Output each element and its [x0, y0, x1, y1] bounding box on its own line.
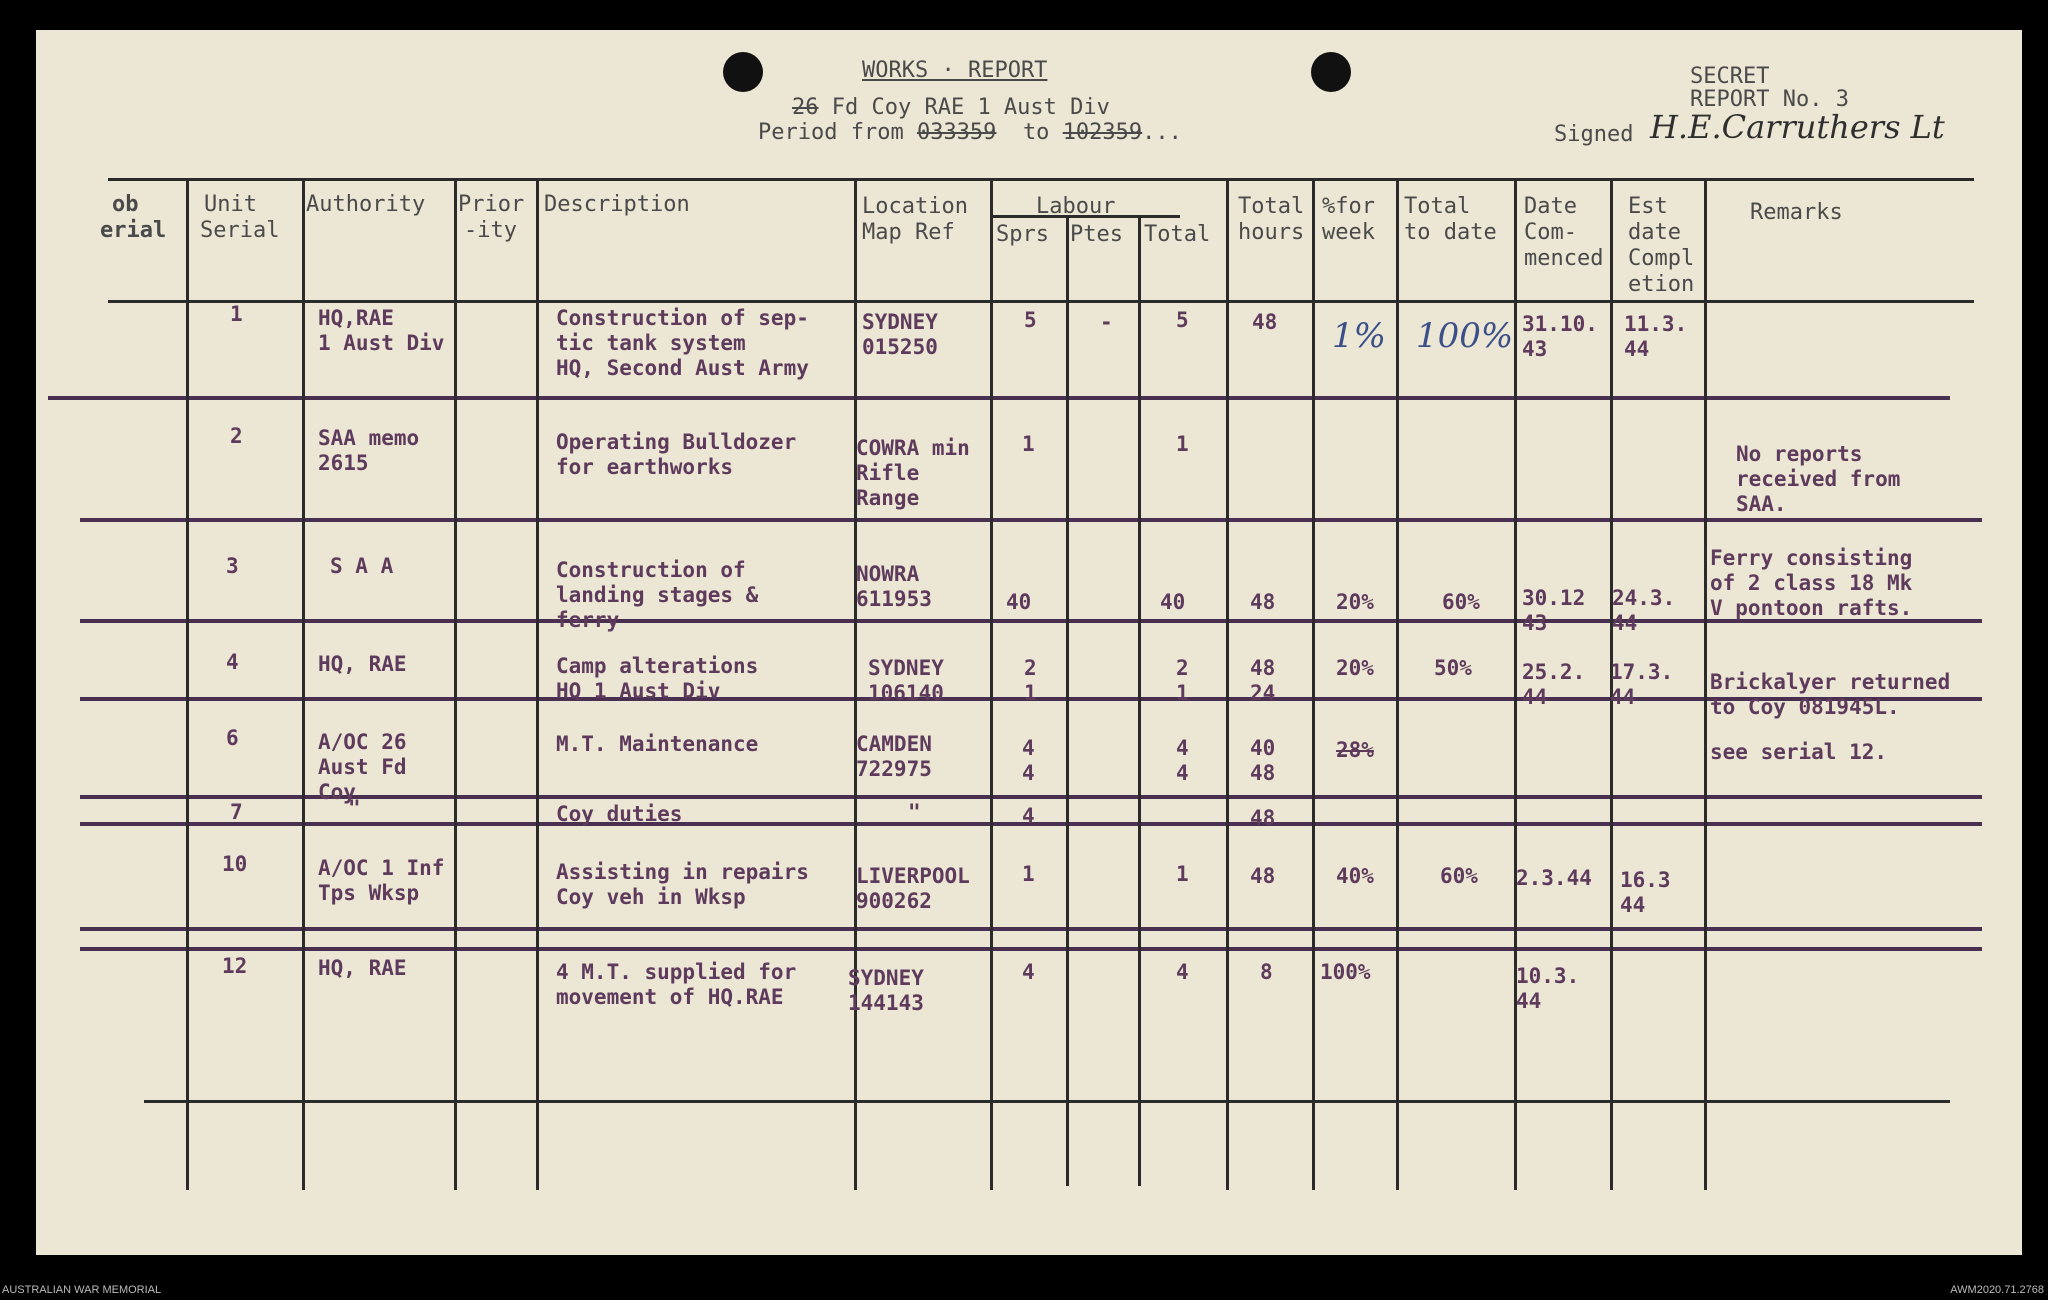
row5-remarks: see serial 12.	[1710, 740, 1888, 764]
signature: H.E.Carruthers Lt	[1650, 108, 1945, 146]
col-date-comm-1: Date	[1524, 194, 1577, 219]
row4-pct-week: 20%	[1336, 656, 1374, 680]
row8-pct-week: 100%	[1320, 960, 1371, 984]
row5-description: M.T. Maintenance	[556, 732, 759, 756]
row-line-7	[80, 927, 1982, 931]
col-line-12	[1514, 180, 1517, 1190]
row-line-8	[80, 947, 1982, 951]
col-line-11	[1396, 180, 1399, 1190]
row-line-2	[80, 518, 1982, 522]
report-period	[758, 120, 1182, 146]
row1-hours: 48	[1252, 310, 1278, 334]
row8-hours: 8	[1260, 960, 1273, 984]
row8-authority: HQ, RAE	[318, 956, 407, 980]
row2-location: COWRA min Rifle Range	[856, 436, 970, 511]
col-line-5	[854, 180, 857, 1190]
col-labour-total: Total	[1144, 222, 1211, 247]
row2-total: 1	[1176, 432, 1189, 456]
archive-credit: AUSTRALIAN WAR MEMORIAL	[2, 1284, 162, 1296]
col-unit-serial-1: Unit	[204, 192, 257, 217]
row3-pct-week: 20%	[1336, 590, 1374, 614]
row1-completion: 11.3. 44	[1624, 312, 1688, 362]
row4-total-to-date: 50%	[1434, 656, 1472, 680]
row4-authority: HQ, RAE	[318, 652, 407, 676]
col-job-serial-1: ob	[112, 192, 139, 217]
row4-sprs: 2 1	[1024, 656, 1037, 706]
row4-hours: 48 24	[1250, 656, 1276, 706]
row8-commenced: 10.3. 44	[1516, 964, 1580, 1014]
row3-description: Construction of landing stages & ferry	[556, 558, 759, 633]
col-sprs: Sprs	[996, 222, 1049, 247]
row5-total: 4 4	[1176, 736, 1189, 786]
col-job-serial-2: erial	[100, 218, 167, 243]
row8-total: 4	[1176, 960, 1189, 984]
col-line-8	[1138, 216, 1141, 1186]
row2-serial: 2	[230, 424, 243, 448]
row6-hours: 48	[1250, 806, 1276, 830]
row7-serial: 10	[222, 852, 248, 876]
row6-serial: 7	[230, 800, 243, 824]
col-total-date-2: to date	[1404, 220, 1497, 245]
col-location-2: Map Ref	[862, 220, 955, 245]
row1-total: 5	[1176, 308, 1189, 332]
col-priority-2: -ity	[464, 218, 517, 243]
row5-hours: 40 48	[1250, 736, 1276, 786]
row6-location: "	[908, 800, 921, 824]
row6-description: Coy duties	[556, 802, 683, 826]
row7-authority: A/OC 1 Inf Tps Wksp	[318, 856, 445, 906]
signed-label: Signed	[1554, 122, 1634, 147]
row8-location: SYDNEY 144143	[848, 966, 924, 1016]
document-sheet	[36, 30, 2022, 1255]
col-total-hours-2: hours	[1238, 220, 1305, 245]
col-line-4	[536, 180, 539, 1190]
row3-remarks: Ferry consisting of 2 class 18 Mk V pontoon rafts.	[1710, 546, 1913, 621]
row8-sprs: 4	[1022, 960, 1035, 984]
col-line-9	[1226, 180, 1229, 1190]
row3-hours: 48	[1250, 590, 1276, 614]
col-est-1: Est	[1628, 194, 1668, 219]
header-bottom-border	[108, 300, 1974, 303]
row3-location: NOWRA 611953	[856, 562, 932, 612]
col-line-3	[454, 180, 457, 1190]
table-bottom-border	[144, 1100, 1950, 1103]
row4-remarks: Brickalyer returned to Coy 081945L.	[1710, 670, 1951, 720]
row7-completion: 16.3 44	[1620, 868, 1671, 918]
col-priority-1: Prior	[458, 192, 525, 217]
col-description: Description	[544, 192, 690, 217]
col-pct-week-2: week	[1322, 220, 1375, 245]
row5-authority: A/OC 26 Aust Fd Coy	[318, 730, 407, 805]
report-unit	[792, 95, 1110, 121]
row7-total: 1	[1176, 862, 1189, 886]
row2-remarks: No reports received from SAA.	[1736, 442, 1901, 517]
row4-total: 2 1	[1176, 656, 1189, 706]
row7-hours: 48	[1250, 864, 1276, 888]
col-line-2	[302, 180, 305, 1190]
col-total-hours-1: Total	[1238, 194, 1305, 219]
period-tail: ...	[1142, 120, 1182, 145]
row5-serial: 6	[226, 726, 239, 750]
row1-location: SYDNEY 015250	[862, 310, 938, 360]
row1-total-to-date: 100%	[1416, 316, 1514, 356]
row6-authority: "	[348, 796, 361, 820]
col-pct-week-1: %for	[1322, 194, 1375, 219]
row1-sprs: 5	[1024, 308, 1037, 332]
row3-commenced: 30.12 43	[1522, 586, 1586, 636]
row2-sprs: 1	[1022, 432, 1035, 456]
row8-serial: 12	[222, 954, 248, 978]
row1-pct-week: 1%	[1332, 316, 1386, 356]
row7-pct-week: 40%	[1336, 864, 1374, 888]
report-title: WORKS · REPORT	[862, 58, 1048, 83]
row1-commenced: 31.10. 43	[1522, 312, 1598, 362]
col-line-14	[1704, 180, 1707, 1190]
col-est-4: etion	[1628, 272, 1695, 297]
row7-location: LIVERPOOL 900262	[856, 864, 970, 914]
row5-sprs: 4 4	[1022, 736, 1035, 786]
row3-total: 40	[1160, 590, 1186, 614]
row5-location: CAMDEN 722975	[856, 732, 932, 782]
row7-total-to-date: 60%	[1440, 864, 1478, 888]
row2-description: Operating Bulldozer for earthworks	[556, 430, 797, 480]
row3-serial: 3	[226, 554, 239, 578]
col-ptes: Ptes	[1070, 222, 1123, 247]
col-est-2: date	[1628, 220, 1681, 245]
row-line-1	[48, 396, 1950, 400]
row7-commenced: 2.3.44	[1516, 866, 1592, 890]
secret-label: SECRET	[1690, 64, 1770, 89]
punch-hole-left	[723, 52, 763, 92]
row1-authority: HQ,RAE 1 Aust Div	[318, 306, 445, 356]
col-line-6	[990, 180, 993, 1190]
row4-commenced: 25.2. 44	[1522, 660, 1586, 710]
period-to: 102359	[1062, 120, 1143, 145]
col-authority: Authority	[306, 192, 426, 217]
row4-location: SYDNEY 106140	[868, 656, 944, 706]
report-number: REPORT No. 3	[1690, 87, 1849, 112]
unit-number-struck: 26	[792, 95, 819, 120]
col-line-7	[1066, 216, 1069, 1186]
row5-pct-week: 28%	[1336, 738, 1374, 762]
row3-authority: S A A	[330, 554, 394, 578]
row3-sprs: 40	[1006, 590, 1032, 614]
row1-description: Construction of sep- tic tank system HQ, Second Aust Army	[556, 306, 809, 381]
row2-authority: SAA memo 2615	[318, 426, 420, 476]
period-to-label: to	[1022, 120, 1050, 145]
col-location-1: Location	[862, 194, 968, 219]
row4-description: Camp alterations HQ 1 Aust Div	[556, 654, 759, 704]
col-labour: Labour	[1036, 194, 1116, 219]
row1-serial: 1	[230, 302, 243, 326]
row3-total-to-date: 60%	[1442, 590, 1480, 614]
period-from: 033359	[916, 120, 997, 145]
row7-description: Assisting in repairs Coy veh in Wksp	[556, 860, 809, 910]
col-unit-serial-2: Serial	[200, 218, 280, 243]
row7-sprs: 1	[1022, 862, 1035, 886]
row1-ptes: -	[1100, 310, 1113, 334]
period-from-label: Period from	[758, 120, 904, 145]
row6-sprs: 4	[1022, 804, 1035, 828]
row8-description: 4 M.T. supplied for movement of HQ.RAE	[556, 960, 797, 1010]
punch-hole-right	[1311, 52, 1351, 92]
col-total-date-1: Total	[1404, 194, 1471, 219]
archive-id: AWM2020.71.2768	[1950, 1284, 2044, 1296]
col-date-comm-3: menced	[1524, 246, 1604, 271]
col-line-10	[1312, 180, 1315, 1190]
col-line-1	[186, 180, 189, 1190]
col-est-3: Compl	[1628, 246, 1695, 271]
row-line-3	[80, 619, 1982, 623]
table-top-border	[108, 178, 1974, 181]
col-remarks: Remarks	[1750, 200, 1843, 225]
row3-completion: 24.3. 44	[1612, 586, 1676, 636]
unit-name: Fd Coy RAE 1 Aust Div	[818, 95, 1110, 120]
row4-serial: 4	[226, 650, 239, 674]
row4-completion: 17.3. 44	[1610, 660, 1674, 710]
col-date-comm-2: Com-	[1524, 220, 1577, 245]
